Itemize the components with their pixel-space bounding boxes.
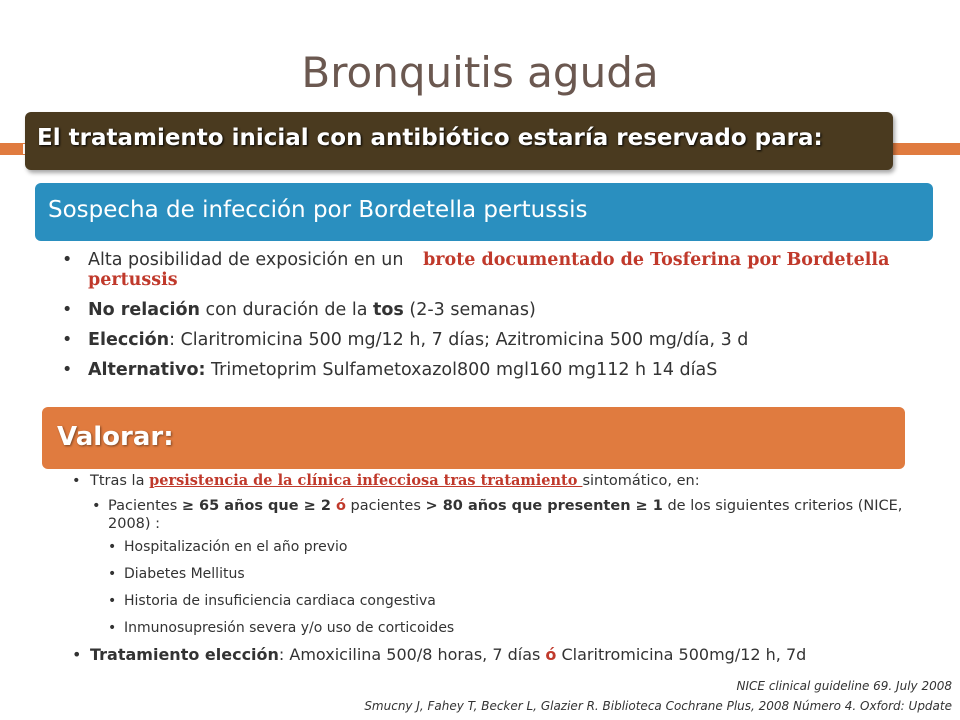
list-item: • Alternativo: Trimetoprim Sulfametoxazol800 mgl160 mg112 h 14 díaS (62, 360, 718, 380)
criteria-item: • Historia de insuficiencia cardiaca congestiva (108, 593, 436, 609)
criteria-item: • Hospitalización en el año previo (108, 539, 348, 555)
slide-title: Bronquitis aguda (301, 48, 659, 97)
list-item: • Tratamiento elección: Amoxicilina 500/8 horas, 7 días ó Claritromicina 500mg/12 h, 7d (72, 645, 807, 664)
top-banner (25, 112, 893, 170)
highlight-text: persistencia de la clínica infecciosa tras tratamiento (149, 472, 583, 489)
section2-header-text: Valorar: (57, 422, 174, 452)
section1-header-text: Sospecha de infección por Bordetella pertussis (48, 197, 588, 223)
reference-line: NICE clinical guideline 69. July 2008 (736, 679, 952, 693)
section2-header (42, 407, 905, 469)
top-banner-text: El tratamiento inicial con antibiótico estaría reservado para: (37, 125, 823, 151)
list-item: • Pacientes ≥ 65 años que ≥ 2 ó pacientes > 80 años que presenten ≥ 1 de los siguientes criterios (NICE, 2008) : (92, 498, 903, 532)
criteria-item: • Inmunosupresión severa y/o uso de corticoides (108, 620, 455, 636)
reference-line: Smucny J, Fahey T, Becker L, Glazier R. Biblioteca Cochrane Plus, 2008 Número 4. Oxford: Update (364, 699, 952, 713)
highlight-text: brote documentado de Tosferina por Bordetella pertussis (88, 250, 890, 290)
section2-list (72, 472, 922, 664)
list-item: • No relación con duración de la tos (2-3 semanas) (62, 300, 536, 320)
section1-list (62, 250, 932, 390)
list-item: • Ttras la persistencia de la clínica infecciosa tras tratamiento sintomático, en: (72, 472, 700, 489)
list-item: • Alta posibilidad de exposición en un brote documentado de Tosferina por Bordetella pertussis (62, 250, 890, 290)
criteria-item: • Diabetes Mellitus (108, 566, 245, 582)
references (364, 676, 952, 716)
list-item: • Elección: Claritromicina 500 mg/12 h, 7 días; Azitromicina 500 mg/día, 3 d (62, 330, 749, 350)
section1-header (35, 183, 933, 241)
